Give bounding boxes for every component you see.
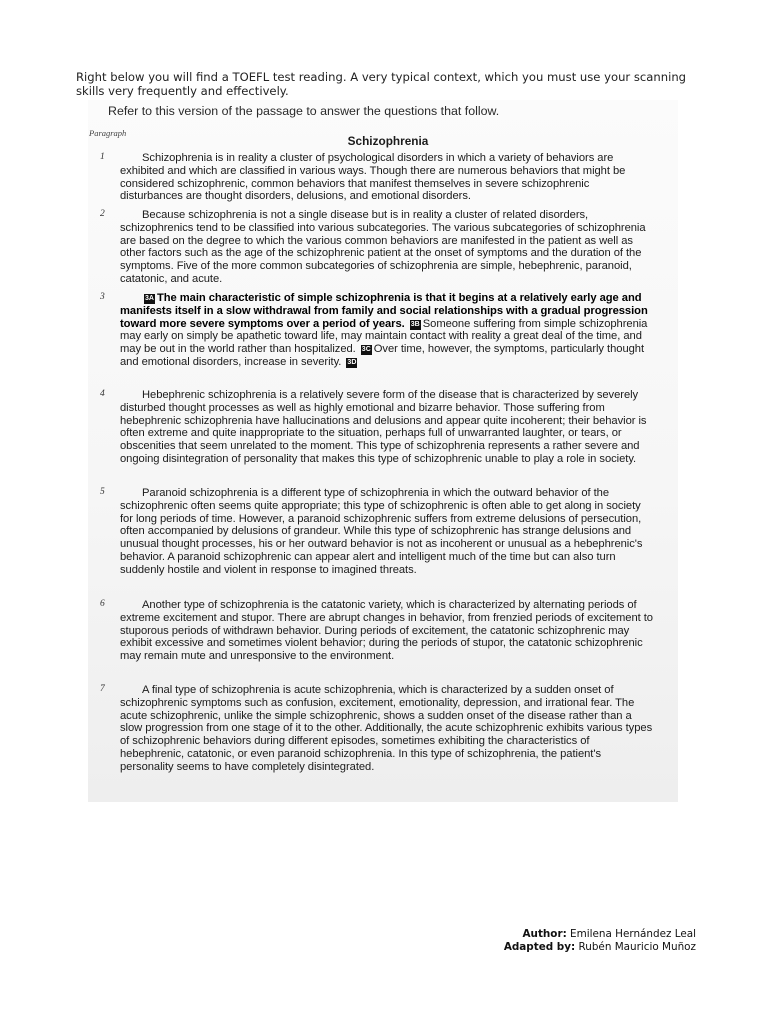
insertion-square-3d[interactable]: 3D <box>347 358 357 366</box>
paragraph-7 <box>88 684 678 774</box>
paragraph-text: Because schizophrenia is not a single disease but is in reality a cluster of related disorders, schizophrenics tend to be classified into various subcategories. The various subcategories of schizophrenia are based on the degree to which the various common behaviors are manifested in the patient as well as other factors such as the age of the schizophrenic patient at the onset of symptoms and the duration of the symptoms. Five of the more common subcategories of schizophrenia are simple, hebephrenic, paranoid, catatonic, and acute. <box>120 209 646 285</box>
insertion-square-3b[interactable]: 3B <box>410 320 420 328</box>
passage-scan <box>88 100 678 802</box>
sentence-3: Over time, however, the symptoms, particularly thought and emotional disorders, increase in severity. <box>120 343 645 368</box>
adapted-name: Rubén Mauricio Muñoz <box>578 941 696 953</box>
paragraph-text: Schizophrenia is in reality a cluster of psychological disorders in which a variety of behaviors are exhibited and which are classified in various ways. Though there are numerous behaviors that might be considered schizophrenic, common behaviors that manifest themselves in severe schizophrenic disturbances are thought disorders, delusions, and emotional disorders. <box>120 152 626 203</box>
paragraph-6 <box>88 599 678 663</box>
credits <box>504 928 696 954</box>
author-name: Emilena Hernández Leal <box>570 928 696 940</box>
passage-title: Schizophrenia <box>347 134 429 148</box>
paragraph-label: Paragraph <box>89 128 127 138</box>
paragraph-1 <box>88 152 678 203</box>
sentence-1: The main characteristic of simple schizophrenia is that it begins at a relatively early age and manifests itself in a slow withdrawal from family and social relationships with a gradual progression toward more severe symptoms over a period of years. <box>120 292 648 330</box>
paragraph-4 <box>88 389 678 466</box>
paragraph-number: 4 <box>100 389 105 399</box>
adapted-line <box>504 941 696 954</box>
paragraph-number: 1 <box>100 152 105 162</box>
author-label: Author: <box>522 928 567 940</box>
paragraph-2 <box>88 209 678 286</box>
paragraph-text: Another type of schizophrenia is the catatonic variety, which is characterized by alternating periods of extreme excitement and stupor. There are abrupt changes in behavior, from frenzied periods of excitement to stuporous periods of withdrawn behavior. During periods of excitement, the catatonic schizophrenic may exhibit excessive and sometimes violent behavior; during the periods of stupor, the catatonic schizophrenic may remain mute and unresponsive to the environment. <box>120 599 653 663</box>
paragraph-text <box>120 292 654 369</box>
sentence-2: Someone suffering from simple schizophrenia may early on simply be apathetic toward life, may maintain contact with reality a great deal of the time, and may be out in the world rather than hospitalized. <box>120 317 648 356</box>
paragraph-text: A final type of schizophrenia is acute schizophrenia, which is characterized by a sudden onset of schizophrenic symptoms such as confusion, excitement, emotionality, depression, and irrational fear. The acute schizophrenic, unlike the simple schizophrenic, shows a sudden onset of the disease rather than a slow progression from one stage of it to the other. Additionally, the acute schizophrenic exhibits various types of schizophrenic behaviors during different episodes, sometimes exhibiting the characteristics of hebephrenic, catatonic, or even paranoid schizophrenia. In this type of schizophrenia, the patient's personality seems to have completely disintegrated. <box>120 684 653 773</box>
paragraph-5 <box>88 487 678 577</box>
insertion-square-3a[interactable]: 3A <box>145 295 154 302</box>
paragraph-number: 5 <box>100 487 105 497</box>
paragraph-number: 3 <box>100 292 105 302</box>
intro-text: Right below you will find a TOEFL test reading. A very typical context, which you must use your scanning skills very frequently and effectively. <box>76 70 687 98</box>
paragraph-number: 6 <box>100 599 105 609</box>
paragraph-3 <box>88 292 678 369</box>
insertion-square-3c[interactable]: 3C <box>361 346 371 354</box>
author-line <box>504 928 696 941</box>
paragraph-text: Hebephrenic schizophrenia is a relatively severe form of the disease that is characterized by severely disturbed thought processes as well as highly emotional and bizarre behavior. Those suffering from hebephrenic schizophrenia have hallucinations and delusions and appear quite incoherent; their behavior is often extreme and quite inappropriate to the situation, perhaps full of unwarranted laughter, or tears, or obscenities that seem unrelated to the moment. This type of schizophrenia represents a rather severe and ongoing disintegration of personality that makes this type of schizophrenic unable to play a role in society. <box>120 389 647 465</box>
paragraph-text: Paranoid schizophrenia is a different type of schizophrenia in which the outward behavior of the schizophrenic often seems quite appropriate; this type of schizophrenic is often able to get along in society for long periods of time. However, a paranoid schizophrenic suffers from extreme delusions of persecution, often accompanied by delusions of grandeur. While this type of schizophrenic has strange delusions and unusual thought processes, his or her outward behavior is not as incoherent or unusual as a hebephrenic's behavior. A paranoid schizophrenic can appear alert and intelligent much of the time but can also turn suddenly hostile and violent in response to imagined threats. <box>120 487 643 576</box>
refer-instruction: Refer to this version of the passage to answer the questions that follow. <box>108 104 500 118</box>
adapted-label: Adapted by: <box>503 941 576 953</box>
paragraph-number: 7 <box>100 684 105 694</box>
paragraph-number: 2 <box>100 209 105 219</box>
